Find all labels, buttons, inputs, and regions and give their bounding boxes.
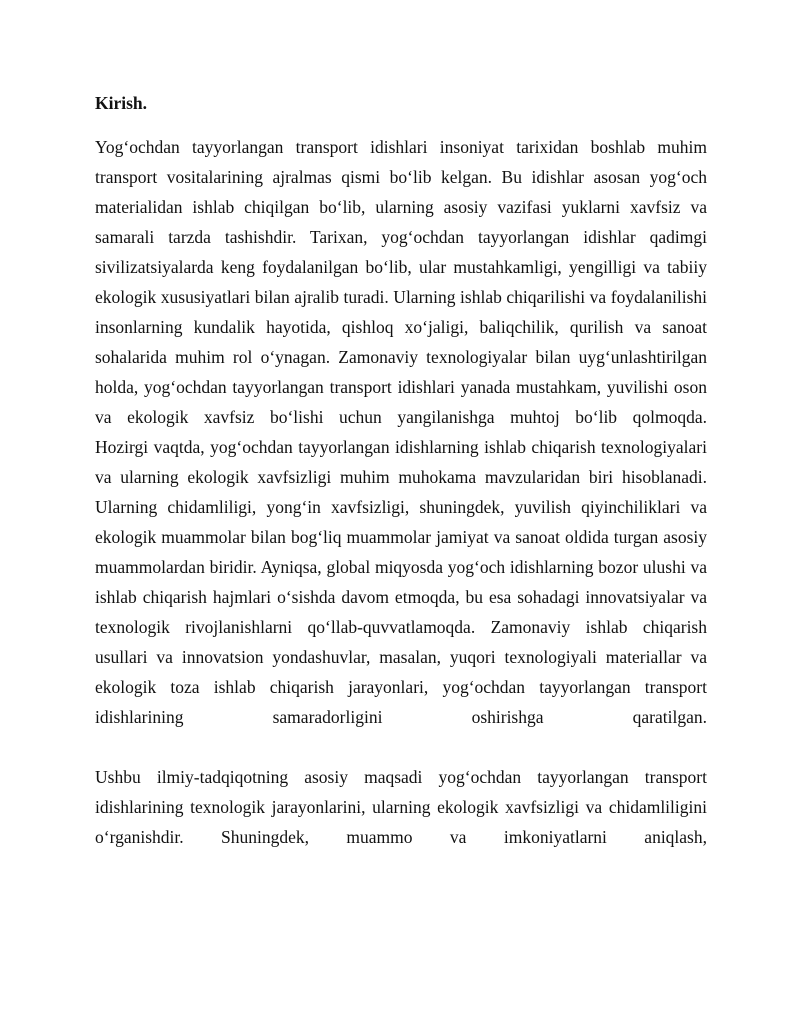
paragraph-research-goal: Ushbu ilmiy-tadqiqotning asosiy maqsadi yog‘ochdan tayyorlangan transport idishlarining texnologik jarayonlarini, ularning ekologik xavfsizligi va chidamliligini o‘rganishdir. Shuningdek, muammo va imkoniyatlarni aniqlash, <box>95 767 707 847</box>
document-page <box>95 88 707 852</box>
paragraph-current-state: Hozirgi vaqtda, yog‘ochdan tayyorlangan idishlarning ishlab chiqarish texnologiyalari va ularning ekologik xavfsizligi muhim muhokama mavzularidan biri hisoblanadi. Ularning chidamliligi, yong‘in xavfsizligi, shuningdek, yuvilish qiyinchiliklari va ekologik muammolar bilan bog‘liq muammolar jamiyat va sanoat oldida turgan asosiy muammolardan biridir. Ayniqsa, global miqyosda yog‘och idishlarning bozor ulushi va ishlab chiqarish hajmlari o‘sishda davom etmoqda, bu esa sohadagi innovatsiyalar va texnologik rivojlanishlarni qo‘llab-quvvatlamoqda. Zamonaviy ishlab chiqarish usullari va innovatsion yondashuvlar, masalan, yuqori texnologiyali materiallar va ekologik toza ishlab chiqarish jarayonlari, yog‘ochdan tayyorlangan transport idishlarining samaradorligini oshirishga qaratilgan. <box>95 437 707 727</box>
paragraph-spacer <box>95 732 707 762</box>
section-heading: Kirish. <box>95 93 148 113</box>
paragraph-intro: Yog‘ochdan tayyorlangan transport idishlari insoniyat tarixidan boshlab muhim transport vositalarining ajralmas qismi bo‘lib kelgan. Bu idishlar asosan yog‘och materialidan ishlab chiqilgan bo‘lib, ularning asosiy vazifasi yuklarni xavfsiz va samarali tarzda tashishdir. Tarixan, yog‘ochdan tayyorlangan idishlar qadimgi sivilizatsiyalarda keng foydalanilgan bo‘lib, ular mustahkamligi, yengilligi va tabiiy ekologik xususiyatlari bilan ajralib turadi. Ularning ishlab chiqarilishi va foydalanilishi insonlarning kundalik hayotida, qishloq xo‘jaligi, baliqchilik, qurilish va sanoat sohalarida muhim rol o‘ynagan. Zamonaviy texnologiyalar bilan uyg‘unlashtirilgan holda, yog‘ochdan tayyorlangan transport idishlari yanada mustahkam, yuvilishi oson va ekologik xavfsiz bo‘lishi uchun yangilanishga muhtoj bo‘lib qolmoqda. <box>95 137 707 427</box>
